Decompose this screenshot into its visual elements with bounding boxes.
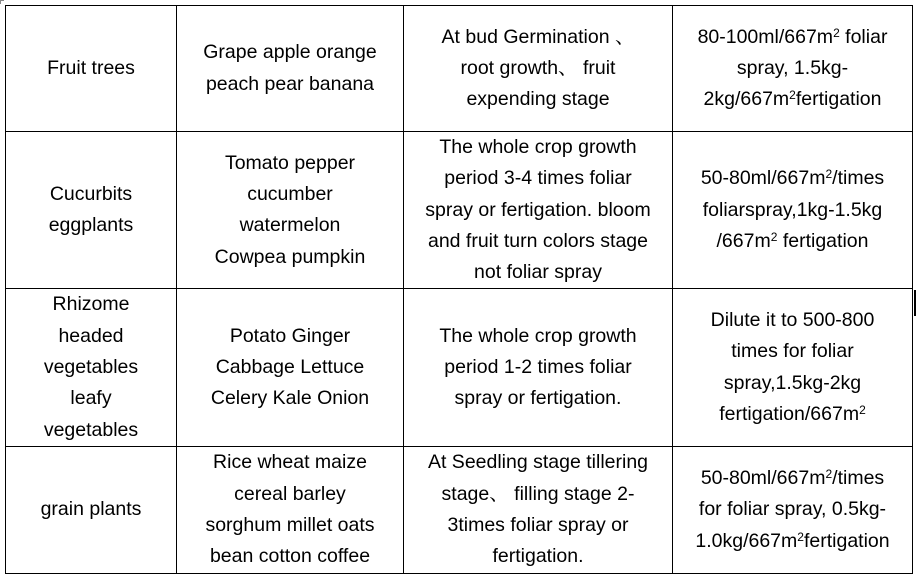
- dosage-text: /667m: [716, 229, 771, 252]
- cell-line: not foliar spray: [474, 261, 602, 284]
- crops-cell: [177, 6, 404, 132]
- cell-line: fertigation.: [492, 545, 584, 568]
- cell-line: vegetables: [43, 356, 139, 379]
- cell-line: [681, 53, 904, 84]
- table-row: [6, 6, 913, 132]
- dosage-superscript: 2: [770, 229, 778, 244]
- cell-line: watermelon: [239, 214, 341, 237]
- cell-line: [681, 336, 904, 367]
- cell-line: At Seedling stage tillering: [427, 451, 649, 474]
- dosage-text: Dilute it to 500-800: [710, 309, 875, 332]
- dosage-superscript: 2: [825, 167, 833, 182]
- cell-line: 3times foliar spray or: [447, 513, 629, 536]
- dosage-text: /times: [832, 467, 885, 490]
- table-edge-mark: [914, 290, 916, 316]
- cell-line: [681, 368, 904, 399]
- category-cell: [6, 6, 177, 132]
- cell-line: Rhizome: [52, 293, 130, 316]
- cell-line: Cucurbits: [49, 182, 133, 205]
- crops-cell: [177, 289, 404, 446]
- dosage-text: foliarspray,1kg-1.5kg: [702, 198, 883, 221]
- category-cell: [6, 446, 177, 573]
- dosage-superscript: 2: [789, 88, 796, 103]
- dosage-text: 1.0kg/667m: [695, 529, 798, 552]
- dosage-text: spray,1.5kg-2kg: [723, 371, 862, 394]
- cell-line: The whole crop growth: [439, 324, 637, 347]
- dosage-text: for foliar spray, 0.5kg-: [698, 498, 887, 521]
- dosage-cell: [673, 132, 913, 289]
- cell-line: grain plants: [40, 498, 142, 521]
- cell-line: period 1-2 times foliar: [444, 356, 632, 379]
- cell-line: eggplants: [48, 214, 134, 237]
- corner-mark: [0, 0, 4, 4]
- cell-line: Potato Ginger: [229, 324, 351, 347]
- cell-line: cereal barley: [234, 482, 346, 505]
- timing-cell: [404, 446, 673, 573]
- cell-line: spray or fertigation. bloom: [425, 198, 651, 221]
- cell-line: vegetables: [43, 418, 139, 441]
- category-cell: [6, 132, 177, 289]
- dosage-text: 50-80ml/667m: [700, 167, 826, 190]
- dosage-text: fertigation/667m: [719, 403, 860, 426]
- dosage-text: spray, 1.5kg-: [736, 56, 849, 79]
- cell-line: Tomato pepper: [224, 151, 356, 174]
- cell-line: [681, 494, 904, 525]
- dosage-superscript: 2: [797, 529, 804, 544]
- dosage-text: fertigation: [803, 529, 890, 552]
- dosage-text: times for foliar: [731, 340, 854, 363]
- cell-line: [681, 305, 904, 336]
- cell-line: cucumber: [247, 182, 333, 205]
- dosage-text: 80-100ml/667m: [697, 25, 834, 48]
- dosage-cell: [673, 289, 913, 446]
- crops-cell: [177, 132, 404, 289]
- cell-line: Cabbage Lettuce: [215, 356, 365, 379]
- cell-line: root growth、 fruit: [460, 56, 616, 79]
- cell-line: At bud Germination 、: [441, 25, 635, 48]
- cell-line: Celery Kale Onion: [210, 387, 370, 410]
- cell-line: The whole crop growth: [439, 136, 637, 158]
- table-row: [6, 289, 913, 446]
- dosage-cell: [673, 6, 913, 132]
- cell-line: peach pear banana: [205, 72, 375, 95]
- timing-cell: [404, 289, 673, 446]
- dosage-text: 50-80ml/667m: [700, 467, 826, 490]
- cell-line: [681, 84, 904, 115]
- dosage-text: foliar: [839, 25, 888, 48]
- cell-line: [681, 22, 904, 53]
- dosage-superscript: 2: [825, 467, 833, 482]
- dosage-superscript: 2: [833, 25, 840, 40]
- cell-line: [681, 463, 904, 494]
- cell-line: expending stage: [466, 88, 610, 111]
- cell-line: and fruit turn colors stage: [427, 229, 649, 252]
- dosage-text: fertigation: [795, 88, 882, 111]
- timing-cell: [404, 132, 673, 289]
- cell-line: [681, 526, 904, 557]
- cell-line: stage、 filling stage 2-: [441, 482, 635, 505]
- cell-line: Rice wheat maize: [213, 451, 367, 474]
- cell-line: headed: [58, 324, 124, 347]
- cell-line: [681, 226, 904, 257]
- cell-line: Cowpea pumpkin: [214, 245, 366, 268]
- cell-line: [681, 163, 904, 194]
- dosage-superscript: 2: [859, 403, 866, 418]
- dosage-text: fertigation: [777, 229, 869, 252]
- cell-line: spray or fertigation.: [454, 387, 622, 410]
- cell-line: [681, 195, 904, 226]
- cell-line: [681, 399, 904, 430]
- dosage-cell: [673, 446, 913, 573]
- cell-line: sorghum millet oats: [205, 513, 375, 536]
- cell-line: leafy: [70, 387, 112, 410]
- cell-line: Fruit trees: [47, 56, 135, 79]
- fertilizer-usage-table: [5, 5, 913, 574]
- dosage-text: /times: [832, 167, 885, 190]
- table-row: [6, 132, 913, 289]
- cell-line: period 3-4 times foliar: [444, 167, 632, 190]
- cell-line: Grape apple orange: [203, 41, 377, 64]
- table-row: [6, 446, 913, 573]
- category-cell: [6, 289, 177, 446]
- cell-line: bean cotton coffee: [209, 545, 371, 568]
- crops-cell: [177, 446, 404, 573]
- timing-cell: [404, 6, 673, 132]
- dosage-text: 2kg/667m: [703, 88, 790, 111]
